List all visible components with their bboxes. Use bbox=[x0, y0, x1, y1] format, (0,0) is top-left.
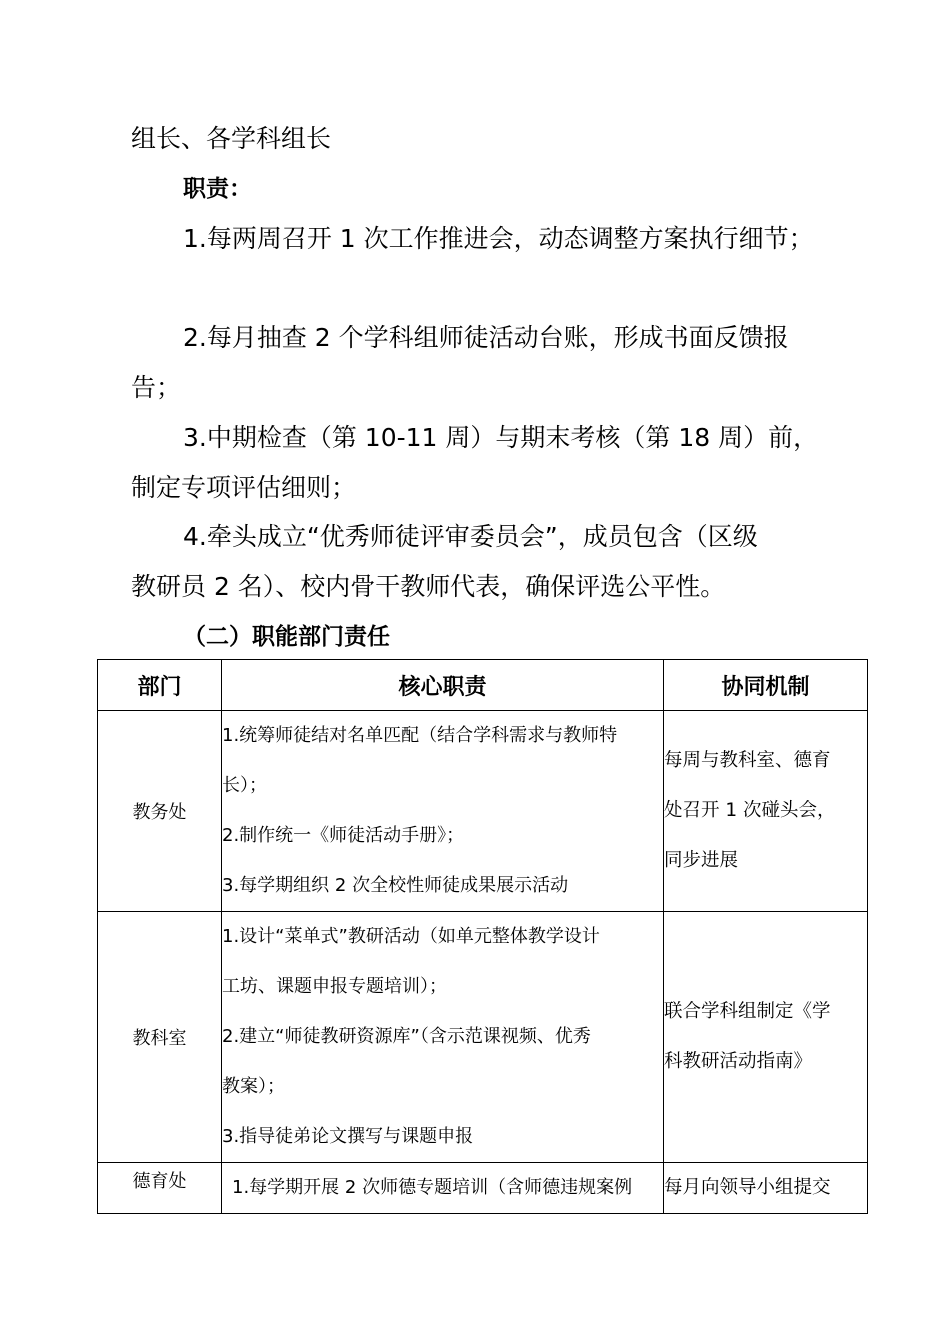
coordination-line: 处召开 1 次碰头会， bbox=[664, 800, 836, 821]
department-name: 教科室 bbox=[98, 912, 222, 1163]
coordination-line: 每周与教科室、德育 bbox=[664, 750, 831, 771]
table-row bbox=[98, 711, 868, 912]
duty-item-4-line-1: 4.牵头成立“优秀师徒评审委员会”，成员包含（区级 bbox=[183, 522, 758, 551]
table-header-row bbox=[98, 660, 868, 711]
department-name: 德育处 bbox=[98, 1163, 222, 1214]
section-heading: （二）职能部门责任 bbox=[183, 624, 390, 650]
coordination-cell bbox=[664, 711, 868, 912]
duty-item-1: 1.每两周召开 1 次工作推进会，动态调整方案执行细节； bbox=[183, 224, 814, 253]
coordination-cell bbox=[664, 912, 868, 1163]
duty-line: 教案）； bbox=[222, 1076, 285, 1097]
duty-line: 2.建立“师徒教研资源库”（含示范课视频、优秀 bbox=[222, 1026, 591, 1047]
duty-line: 工坊、课题申报专题培训）； bbox=[222, 976, 447, 997]
coordination-line: 联合学科组制定《学 bbox=[664, 1001, 831, 1022]
coordination-line: 同步进展 bbox=[664, 850, 739, 871]
duty-line: 长）； bbox=[222, 775, 267, 796]
duty-line: 1.设计“菜单式”教研活动（如单元整体教学设计 bbox=[222, 926, 600, 947]
department-responsibility-table bbox=[97, 659, 868, 1214]
duty-item-2-line-2: 告； bbox=[131, 373, 182, 402]
paragraph-line-continuation: 组长、各学科组长 bbox=[131, 124, 332, 153]
coordination-line: 科教研活动指南》 bbox=[664, 1051, 813, 1072]
duty-line: 2.制作统一《师徒活动手册》； bbox=[222, 825, 465, 846]
header-department: 部门 bbox=[98, 660, 222, 711]
core-duties-cell bbox=[222, 912, 664, 1163]
duty-line: 3.指导徒弟论文撰写与课题申报 bbox=[222, 1126, 474, 1147]
duty-line: 1.统筹师徒结对名单匹配（结合学科需求与教师特 bbox=[222, 725, 618, 746]
coordination-cell bbox=[664, 1163, 868, 1214]
duty-line: 1.每学期开展 2 次师德专题培训（含师德违规案例 bbox=[232, 1177, 633, 1198]
core-duties-cell bbox=[222, 1163, 664, 1214]
duty-item-3-line-2: 制定专项评估细则； bbox=[131, 473, 357, 502]
header-coordination: 协同机制 bbox=[664, 660, 868, 711]
core-duties-cell bbox=[222, 711, 664, 912]
duty-line: 3.每学期组织 2 次全校性师徒成果展示活动 bbox=[222, 875, 569, 896]
table-row bbox=[98, 912, 868, 1163]
duty-item-3-line-1: 3.中期检查（第 10-11 周）与期末考核（第 18 周）前， bbox=[183, 423, 819, 452]
duty-heading: 职责： bbox=[183, 176, 252, 202]
table-row bbox=[98, 1163, 868, 1214]
header-core-duties: 核心职责 bbox=[222, 660, 664, 711]
department-name: 教务处 bbox=[98, 711, 222, 912]
duty-item-4-line-2: 教研员 2 名）、校内骨干教师代表，确保评选公平性。 bbox=[131, 572, 726, 601]
duty-item-2-line-1: 2.每月抽查 2 个学科组师徒活动台账，形成书面反馈报 bbox=[183, 323, 789, 352]
coordination-line: 每月向领导小组提交 bbox=[664, 1177, 831, 1198]
